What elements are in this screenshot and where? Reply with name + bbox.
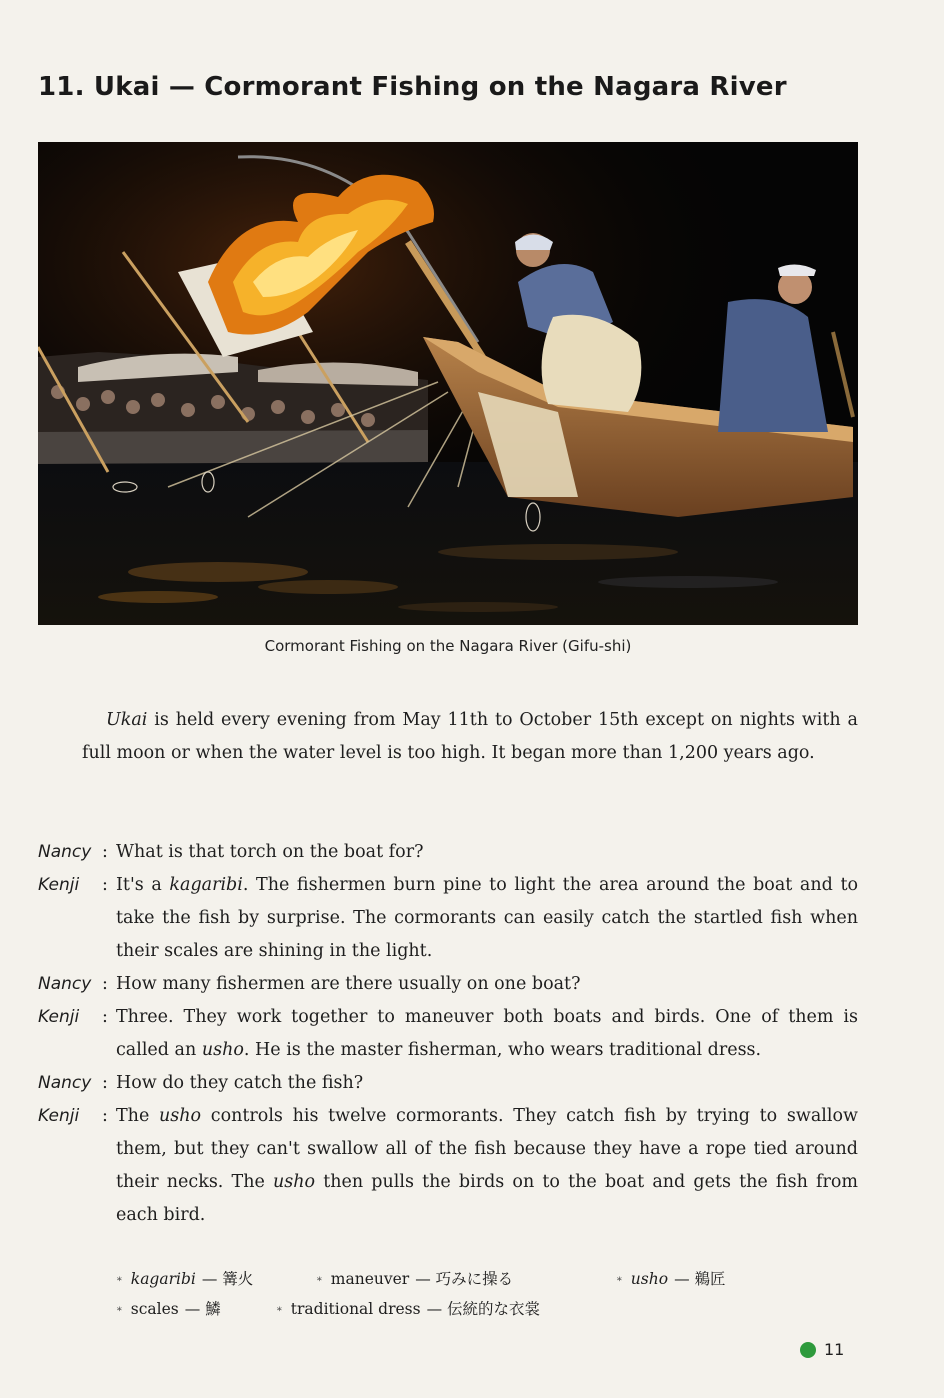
asterisk-icon: ∗	[116, 1274, 123, 1285]
dialogue-line	[38, 1001, 858, 1067]
glossary-meaning: — 巧みに操る	[415, 1270, 514, 1288]
glossary-meaning: — 鵜匠	[674, 1270, 726, 1288]
dialogue-line	[38, 869, 858, 968]
speaker-name: Nancy	[38, 974, 92, 994]
speech-segment: How do they catch the fish?	[116, 1073, 364, 1093]
speaker-name: Kenji	[38, 1106, 80, 1126]
dialogue-line	[38, 1100, 858, 1232]
dialogue-line	[38, 836, 858, 869]
glossary-entry	[616, 1264, 726, 1295]
intro-paragraph	[82, 704, 858, 770]
glossary-meaning: — 伝統的な衣裳	[426, 1300, 541, 1318]
speech-text	[116, 968, 858, 1001]
glossary-meaning: — 篝火	[201, 1270, 254, 1288]
dialogue	[38, 836, 858, 1232]
speech-text	[116, 836, 858, 869]
speech-text	[116, 1067, 858, 1100]
glossary-term: usho	[630, 1270, 669, 1288]
speaker-separator: :	[102, 875, 108, 895]
speaker-name: Kenji	[38, 875, 80, 895]
italic-term: usho	[272, 1172, 316, 1192]
speech-segment: The	[116, 1106, 160, 1126]
asterisk-icon: ∗	[276, 1304, 283, 1315]
speech-text	[116, 869, 858, 968]
glossary-term: traditional dress	[290, 1300, 421, 1318]
speaker-separator: :	[102, 1106, 108, 1126]
cormorant-fishing-photo	[38, 142, 858, 625]
vocabulary-glossary	[116, 1264, 816, 1324]
asterisk-icon: ∗	[116, 1304, 123, 1315]
asterisk-icon: ∗	[616, 1274, 623, 1285]
page-number	[800, 1340, 844, 1359]
speaker-name: Nancy	[38, 842, 92, 862]
glossary-entry	[116, 1294, 221, 1325]
speech-segment: Three. They work together to maneuver both boats and birds. One of them is called an	[116, 1007, 858, 1060]
italic-term: usho	[159, 1106, 202, 1126]
page-title: 11. Ukai — Cormorant Fishing on the Nagara River	[38, 72, 787, 102]
intro-text: is held every evening from May 11th to October 15th except on nights with a full moon or when the water level is too high. It began more than 1,200 years ago.	[82, 710, 858, 763]
speech-text	[116, 1001, 858, 1067]
speech-segment: It's a	[116, 875, 170, 895]
speech-segment: . He is the master fisherman, who wears traditional dress.	[243, 1040, 762, 1060]
glossary-entry	[276, 1294, 540, 1325]
asterisk-icon: ∗	[316, 1274, 323, 1285]
speaker-separator: :	[102, 842, 108, 862]
speaker-name: Nancy	[38, 1073, 92, 1093]
photo-caption: Cormorant Fishing on the Nagara River (Gifu-shi)	[264, 637, 632, 655]
glossary-entry	[316, 1264, 513, 1295]
dialogue-line	[38, 1067, 858, 1100]
speech-text	[116, 1100, 858, 1232]
glossary-term: kagaribi	[130, 1270, 196, 1288]
speech-segment: . The fishermen burn pine to light the area around the boat and to take the fish by surprise. The cormorants can easily catch the startled fish when their scales are shining in the light.	[116, 875, 859, 961]
speech-segment: then pulls the birds on to the boat and gets the fish from each bird.	[116, 1172, 858, 1225]
italic-term: usho	[201, 1040, 244, 1060]
speaker-name: Kenji	[38, 1007, 80, 1027]
glossary-term: scales	[130, 1300, 179, 1318]
intro-lead-term: Ukai	[106, 710, 148, 730]
glossary-row	[116, 1294, 816, 1324]
speaker-separator: :	[102, 974, 108, 994]
speaker-separator: :	[102, 1073, 108, 1093]
glossary-entry	[116, 1264, 253, 1295]
page-number-text: 11	[824, 1340, 845, 1359]
speech-segment: controls his twelve cormorants. They catch fish by trying to swallow them, but they can't swallow all of the fish because they have a rope tied around their necks. The	[116, 1106, 859, 1192]
speech-segment: How many fishermen are there usually on one boat?	[116, 974, 581, 994]
glossary-meaning: — 鱗	[184, 1300, 221, 1318]
glossary-row	[116, 1264, 816, 1294]
dialogue-line	[38, 968, 858, 1001]
glossary-term: maneuver	[330, 1270, 410, 1288]
green-dot-icon	[800, 1342, 816, 1358]
speech-segment: What is that torch on the boat for?	[116, 842, 424, 862]
speaker-separator: :	[102, 1007, 108, 1027]
italic-term: kagaribi	[169, 875, 243, 895]
